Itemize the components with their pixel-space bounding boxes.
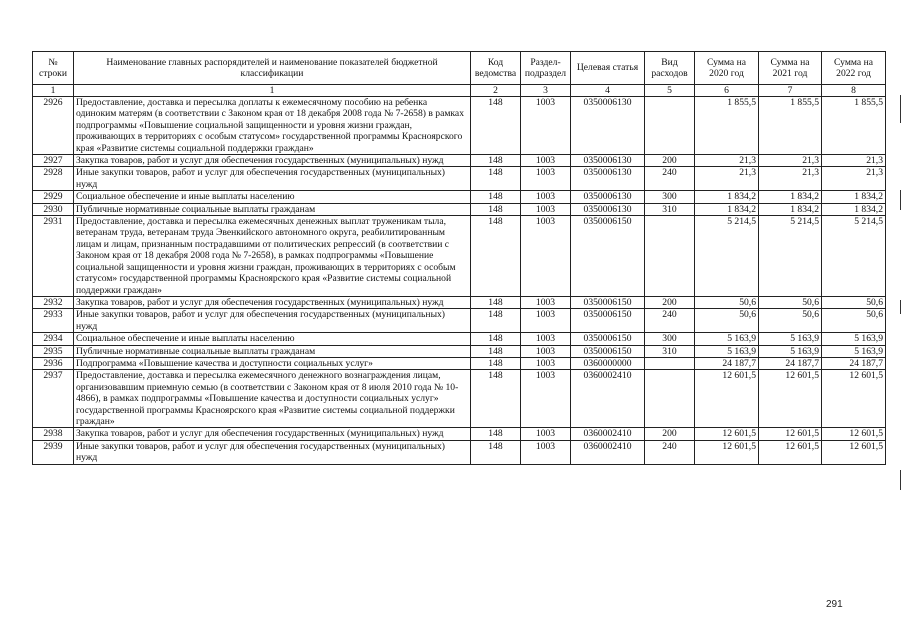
row-section: 1003 (521, 191, 571, 203)
row-expense-type (645, 370, 695, 428)
row-expense-type: 200 (645, 296, 695, 308)
column-number: 6 (695, 85, 759, 97)
row-dept-code: 148 (471, 357, 521, 369)
row-sum-2020: 1 855,5 (695, 97, 759, 155)
header-section: Раздел-подраздел (521, 52, 571, 85)
row-dept-code: 148 (471, 216, 521, 297)
row-sum-2021: 5 163,9 (759, 345, 822, 357)
row-expense-type: 240 (645, 440, 695, 464)
header-sum-2022: Сумма на 2022 год (822, 52, 886, 85)
row-expense-type (645, 97, 695, 155)
row-dept-code: 148 (471, 428, 521, 440)
row-target: 0350006130 (571, 97, 645, 155)
row-section: 1003 (521, 309, 571, 333)
row-name: Подпрограмма «Повышение качества и доступности социальных услуг» (74, 357, 471, 369)
header-expense-type: Вид расходов (645, 52, 695, 85)
row-sum-2021: 12 601,5 (759, 440, 822, 464)
row-sum-2020: 50,6 (695, 309, 759, 333)
row-target: 0350006150 (571, 345, 645, 357)
row-expense-type: 200 (645, 155, 695, 167)
row-expense-type: 300 (645, 333, 695, 345)
header-sum-2021: Сумма на 2021 год (759, 52, 822, 85)
row-sum-2022: 12 601,5 (822, 370, 886, 428)
row-section: 1003 (521, 203, 571, 215)
table-body (33, 97, 886, 465)
column-number: 5 (645, 85, 695, 97)
row-name: Социальное обеспечение и иные выплаты населению (74, 191, 471, 203)
row-sum-2022: 21,3 (822, 167, 886, 191)
table-row (33, 309, 886, 333)
row-sum-2022: 21,3 (822, 155, 886, 167)
scan-edge-mark (900, 95, 901, 123)
row-sum-2020: 1 834,2 (695, 203, 759, 215)
page-number: 291 (826, 599, 843, 610)
row-section: 1003 (521, 97, 571, 155)
budget-table (32, 51, 886, 465)
row-section: 1003 (521, 155, 571, 167)
row-expense-type (645, 357, 695, 369)
column-number: 7 (759, 85, 822, 97)
table-row (33, 155, 886, 167)
row-number: 2926 (33, 97, 74, 155)
row-target: 0350006150 (571, 333, 645, 345)
row-section: 1003 (521, 167, 571, 191)
table-row (33, 203, 886, 215)
row-expense-type: 310 (645, 345, 695, 357)
row-sum-2020: 21,3 (695, 167, 759, 191)
row-number: 2932 (33, 296, 74, 308)
row-expense-type: 310 (645, 203, 695, 215)
row-sum-2021: 5 163,9 (759, 333, 822, 345)
row-sum-2022: 50,6 (822, 309, 886, 333)
row-name: Закупка товаров, работ и услуг для обеспечения государственных (муниципальных) нужд (74, 428, 471, 440)
row-number: 2930 (33, 203, 74, 215)
row-sum-2020: 24 187,7 (695, 357, 759, 369)
row-number: 2936 (33, 357, 74, 369)
table-row (33, 428, 886, 440)
table-row (33, 191, 886, 203)
column-number: 1 (33, 85, 74, 97)
row-sum-2021: 5 214,5 (759, 216, 822, 297)
column-number: 8 (822, 85, 886, 97)
row-sum-2021: 24 187,7 (759, 357, 822, 369)
row-number: 2939 (33, 440, 74, 464)
table-header (33, 52, 886, 97)
row-name: Закупка товаров, работ и услуг для обеспечения государственных (муниципальных) нужд (74, 155, 471, 167)
row-target: 0350006130 (571, 155, 645, 167)
row-target: 0360002410 (571, 428, 645, 440)
row-dept-code: 148 (471, 296, 521, 308)
row-sum-2020: 12 601,5 (695, 428, 759, 440)
row-dept-code: 148 (471, 97, 521, 155)
row-name: Иные закупки товаров, работ и услуг для обеспечения государственных (муниципальных) нужд (74, 309, 471, 333)
row-number: 2938 (33, 428, 74, 440)
row-dept-code: 148 (471, 333, 521, 345)
row-number: 2931 (33, 216, 74, 297)
row-sum-2020: 12 601,5 (695, 440, 759, 464)
row-section: 1003 (521, 333, 571, 345)
row-section: 1003 (521, 216, 571, 297)
row-sum-2022: 5 214,5 (822, 216, 886, 297)
row-sum-2022: 1 855,5 (822, 97, 886, 155)
row-sum-2020: 1 834,2 (695, 191, 759, 203)
row-sum-2022: 1 834,2 (822, 191, 886, 203)
table-row (33, 345, 886, 357)
row-name: Социальное обеспечение и иные выплаты населению (74, 333, 471, 345)
column-number-row (33, 85, 886, 97)
column-number: 1 (74, 85, 471, 97)
row-dept-code: 148 (471, 345, 521, 357)
row-target: 0360002410 (571, 440, 645, 464)
row-section: 1003 (521, 345, 571, 357)
table-row (33, 97, 886, 155)
row-section: 1003 (521, 428, 571, 440)
row-expense-type: 240 (645, 167, 695, 191)
row-sum-2022: 5 163,9 (822, 333, 886, 345)
row-sum-2021: 1 855,5 (759, 97, 822, 155)
row-number: 2928 (33, 167, 74, 191)
row-sum-2020: 5 163,9 (695, 333, 759, 345)
row-sum-2020: 50,6 (695, 296, 759, 308)
column-number: 2 (471, 85, 521, 97)
row-number: 2929 (33, 191, 74, 203)
row-expense-type: 240 (645, 309, 695, 333)
row-name: Публичные нормативные социальные выплаты гражданам (74, 345, 471, 357)
table-row (33, 296, 886, 308)
row-target: 0350006150 (571, 296, 645, 308)
row-sum-2022: 12 601,5 (822, 428, 886, 440)
row-expense-type: 200 (645, 428, 695, 440)
scan-edge-mark (900, 470, 901, 490)
row-target: 0350006130 (571, 203, 645, 215)
column-number: 3 (521, 85, 571, 97)
row-target: 0350006130 (571, 167, 645, 191)
table-row (33, 370, 886, 428)
row-sum-2022: 50,6 (822, 296, 886, 308)
row-name: Предоставление, доставка и пересылка ежемесячных денежных выплат труженикам тыла, ветеранам труда, ветеранам труда Эвенкийского автономного округа, реабилитированным лицам и лицам, признанным пострадавшими от политических репрессий (в соответствии с Законом края от 18 декабря 2008 года № 7-2658), в рамках подпрограммы «Повышение социальной защищенности и уровня жизни граждан, проживающих в территориях с особым статусом» государственной программы Красноярского края «Развитие системы социальной поддержки граждан» (74, 216, 471, 297)
row-sum-2021: 1 834,2 (759, 191, 822, 203)
row-section: 1003 (521, 296, 571, 308)
row-sum-2021: 50,6 (759, 309, 822, 333)
table-row (33, 333, 886, 345)
row-sum-2020: 5 214,5 (695, 216, 759, 297)
header-name: Наименование главных распорядителей и наименование показателей бюджетной классификации (74, 52, 471, 85)
row-dept-code: 148 (471, 155, 521, 167)
header-row-no: № строки (33, 52, 74, 85)
scan-edge-mark (900, 190, 901, 210)
row-name: Закупка товаров, работ и услуг для обеспечения государственных (муниципальных) нужд (74, 296, 471, 308)
row-number: 2927 (33, 155, 74, 167)
row-target: 0360000000 (571, 357, 645, 369)
row-sum-2021: 1 834,2 (759, 203, 822, 215)
row-sum-2022: 1 834,2 (822, 203, 886, 215)
column-number: 4 (571, 85, 645, 97)
row-name: Публичные нормативные социальные выплаты гражданам (74, 203, 471, 215)
row-section: 1003 (521, 357, 571, 369)
table-row (33, 216, 886, 297)
row-sum-2021: 21,3 (759, 155, 822, 167)
table-row (33, 357, 886, 369)
row-name: Иные закупки товаров, работ и услуг для обеспечения государственных (муниципальных) нужд (74, 167, 471, 191)
row-sum-2022: 12 601,5 (822, 440, 886, 464)
row-dept-code: 148 (471, 370, 521, 428)
row-name: Предоставление, доставка и пересылка ежемесячного денежного вознаграждения лицам, организовавшим приемную семью (в соответствии с Законом края от 8 июля 2010 года № 10-4866), в рамках подпрограммы «Повышение качества и доступности социальных услуг» государственной программы Красноярского края «Развитие системы социальной поддержки граждан» (74, 370, 471, 428)
row-section: 1003 (521, 440, 571, 464)
row-sum-2021: 12 601,5 (759, 428, 822, 440)
row-sum-2022: 24 187,7 (822, 357, 886, 369)
row-number: 2934 (33, 333, 74, 345)
row-name: Предоставление, доставка и пересылка доплаты к ежемесячному пособию на ребенка одиноким матерям (в соответствии с Законом края от 18 декабря 2008 года № 7-2658) в рамках подпрограммы «Повышение социальной защищенности и уровня жизни граждан, проживающих в территориях с особым статусом» государственной программы Красноярского края «Развитие системы социальной поддержки граждан» (74, 97, 471, 155)
row-target: 0350006150 (571, 216, 645, 297)
row-name: Иные закупки товаров, работ и услуг для обеспечения государственных (муниципальных) нужд (74, 440, 471, 464)
row-target: 0360002410 (571, 370, 645, 428)
row-sum-2021: 12 601,5 (759, 370, 822, 428)
row-dept-code: 148 (471, 440, 521, 464)
row-expense-type (645, 216, 695, 297)
row-number: 2937 (33, 370, 74, 428)
header-sum-2020: Сумма на 2020 год (695, 52, 759, 85)
row-sum-2022: 5 163,9 (822, 345, 886, 357)
header-dept-code: Код ведомства (471, 52, 521, 85)
table-row (33, 440, 886, 464)
row-target: 0350006150 (571, 309, 645, 333)
row-sum-2020: 21,3 (695, 155, 759, 167)
row-dept-code: 148 (471, 167, 521, 191)
row-dept-code: 148 (471, 309, 521, 333)
row-sum-2021: 21,3 (759, 167, 822, 191)
row-sum-2021: 50,6 (759, 296, 822, 308)
row-sum-2020: 12 601,5 (695, 370, 759, 428)
row-number: 2933 (33, 309, 74, 333)
row-dept-code: 148 (471, 191, 521, 203)
table-row (33, 167, 886, 191)
scan-edge-mark (900, 300, 901, 314)
row-target: 0350006130 (571, 191, 645, 203)
row-sum-2020: 5 163,9 (695, 345, 759, 357)
row-dept-code: 148 (471, 203, 521, 215)
row-expense-type: 300 (645, 191, 695, 203)
row-section: 1003 (521, 370, 571, 428)
row-number: 2935 (33, 345, 74, 357)
header-target: Целевая статья (571, 52, 645, 85)
